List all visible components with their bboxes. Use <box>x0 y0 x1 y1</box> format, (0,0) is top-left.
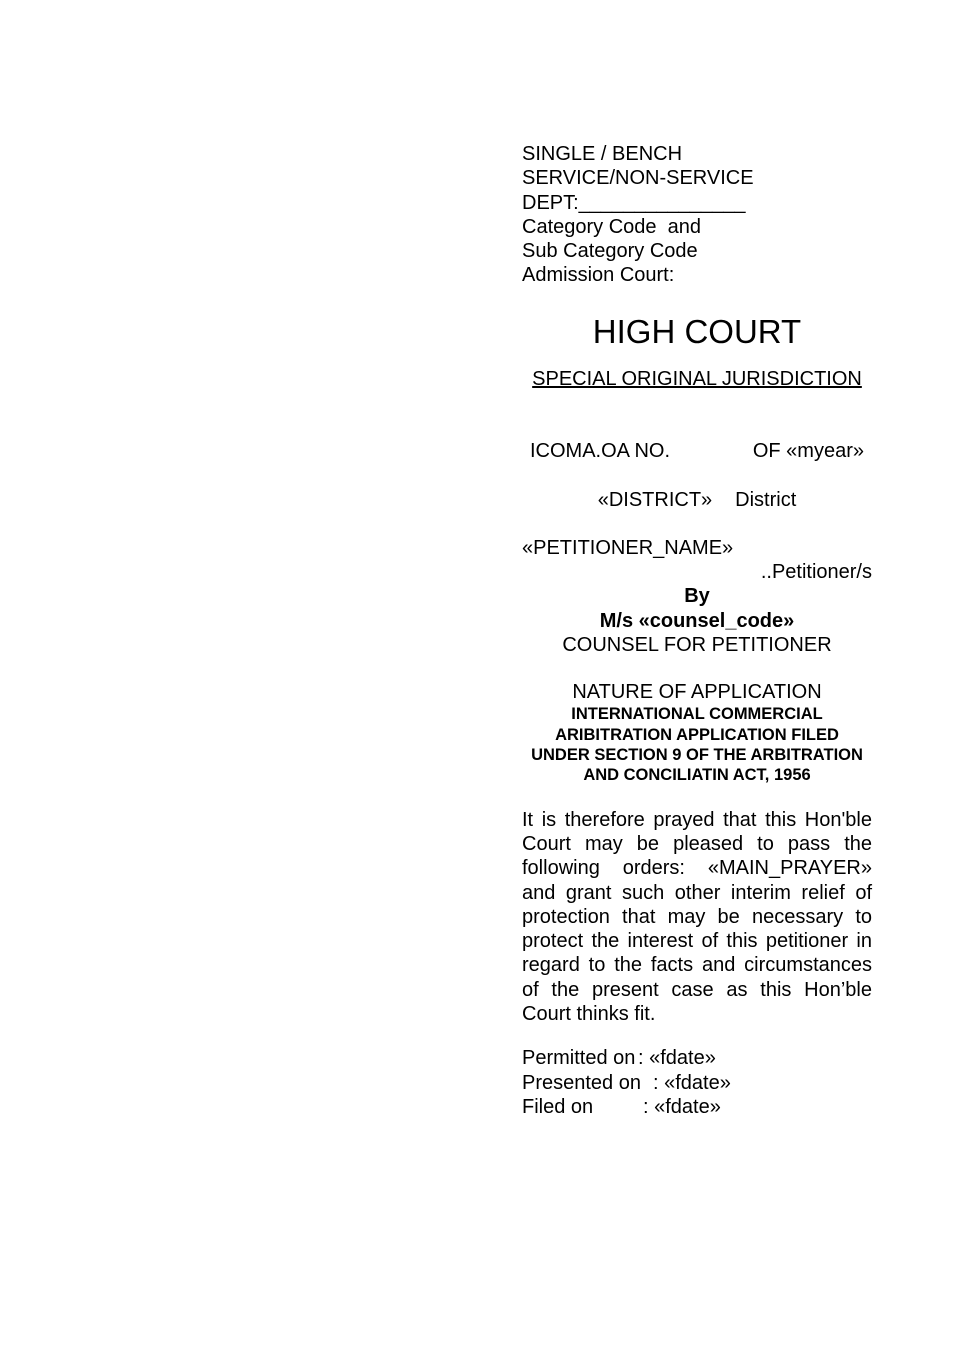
petitioner-role: ..Petitioner/s <box>760 560 872 583</box>
filed-label: Filed on <box>522 1095 594 1118</box>
header-block <box>522 142 872 288</box>
document-column <box>522 142 872 1119</box>
presented-value: : «fdate» <box>653 1071 731 1094</box>
district-name: «DISTRICT» <box>597 489 713 512</box>
admission-court-line: Admission Court: <box>522 264 675 287</box>
permitted-row <box>522 1046 872 1070</box>
dept-line: DEPT:_______________ <box>522 191 746 214</box>
service-line: SERVICE/NON-SERVICE <box>522 167 754 190</box>
permitted-label: Permitted on <box>522 1047 636 1070</box>
counsel-name: M/s «counsel_code» <box>599 609 795 632</box>
counsel-by: By <box>684 585 710 608</box>
case-number-row <box>522 439 872 463</box>
jurisdiction-text: SPECIAL ORIGINAL JURISDICTION <box>532 367 862 390</box>
nature-description: INTERNATIONAL COMMERCIAL ARIBITRATION APPLICATION FILED UNDER SECTION 9 OF THE ARBITRATION AND CONCILIATIN ACT, 1956 <box>531 705 863 785</box>
district-label: District <box>735 489 797 512</box>
case-number-label: ICOMA.OA NO. <box>530 440 671 463</box>
category-code-line: Category Code and <box>522 215 702 238</box>
presented-row <box>522 1071 872 1095</box>
court-title: HIGH COURT <box>592 312 802 350</box>
district-row <box>522 488 872 512</box>
filing-dates <box>522 1046 872 1119</box>
filed-row <box>522 1095 872 1119</box>
sub-category-code-line: Sub Category Code <box>522 240 698 263</box>
petitioner-name: «PETITIONER_NAME» <box>522 536 734 559</box>
jurisdiction-heading <box>522 367 872 391</box>
permitted-value: : «fdate» <box>638 1047 716 1070</box>
counsel-role: COUNSEL FOR PETITIONER <box>562 633 832 656</box>
prayer-paragraph: It is therefore prayed that this Hon'ble Court may be pleased to pass the following orders: «MAIN_PRAYER» and grant such other interim relief of protection that may be necessary to protect the interest of this petitioner in regard to the facts and circumstances of the present case as this Hon’ble Court thinks fit. <box>522 808 872 1026</box>
case-year-label: OF «myear» <box>752 440 864 463</box>
presented-label: Presented on <box>522 1071 641 1094</box>
bench-line: SINGLE / BENCH <box>522 143 683 165</box>
filed-value: : «fdate» <box>643 1095 721 1118</box>
nature-heading: NATURE OF APPLICATION <box>572 681 822 704</box>
